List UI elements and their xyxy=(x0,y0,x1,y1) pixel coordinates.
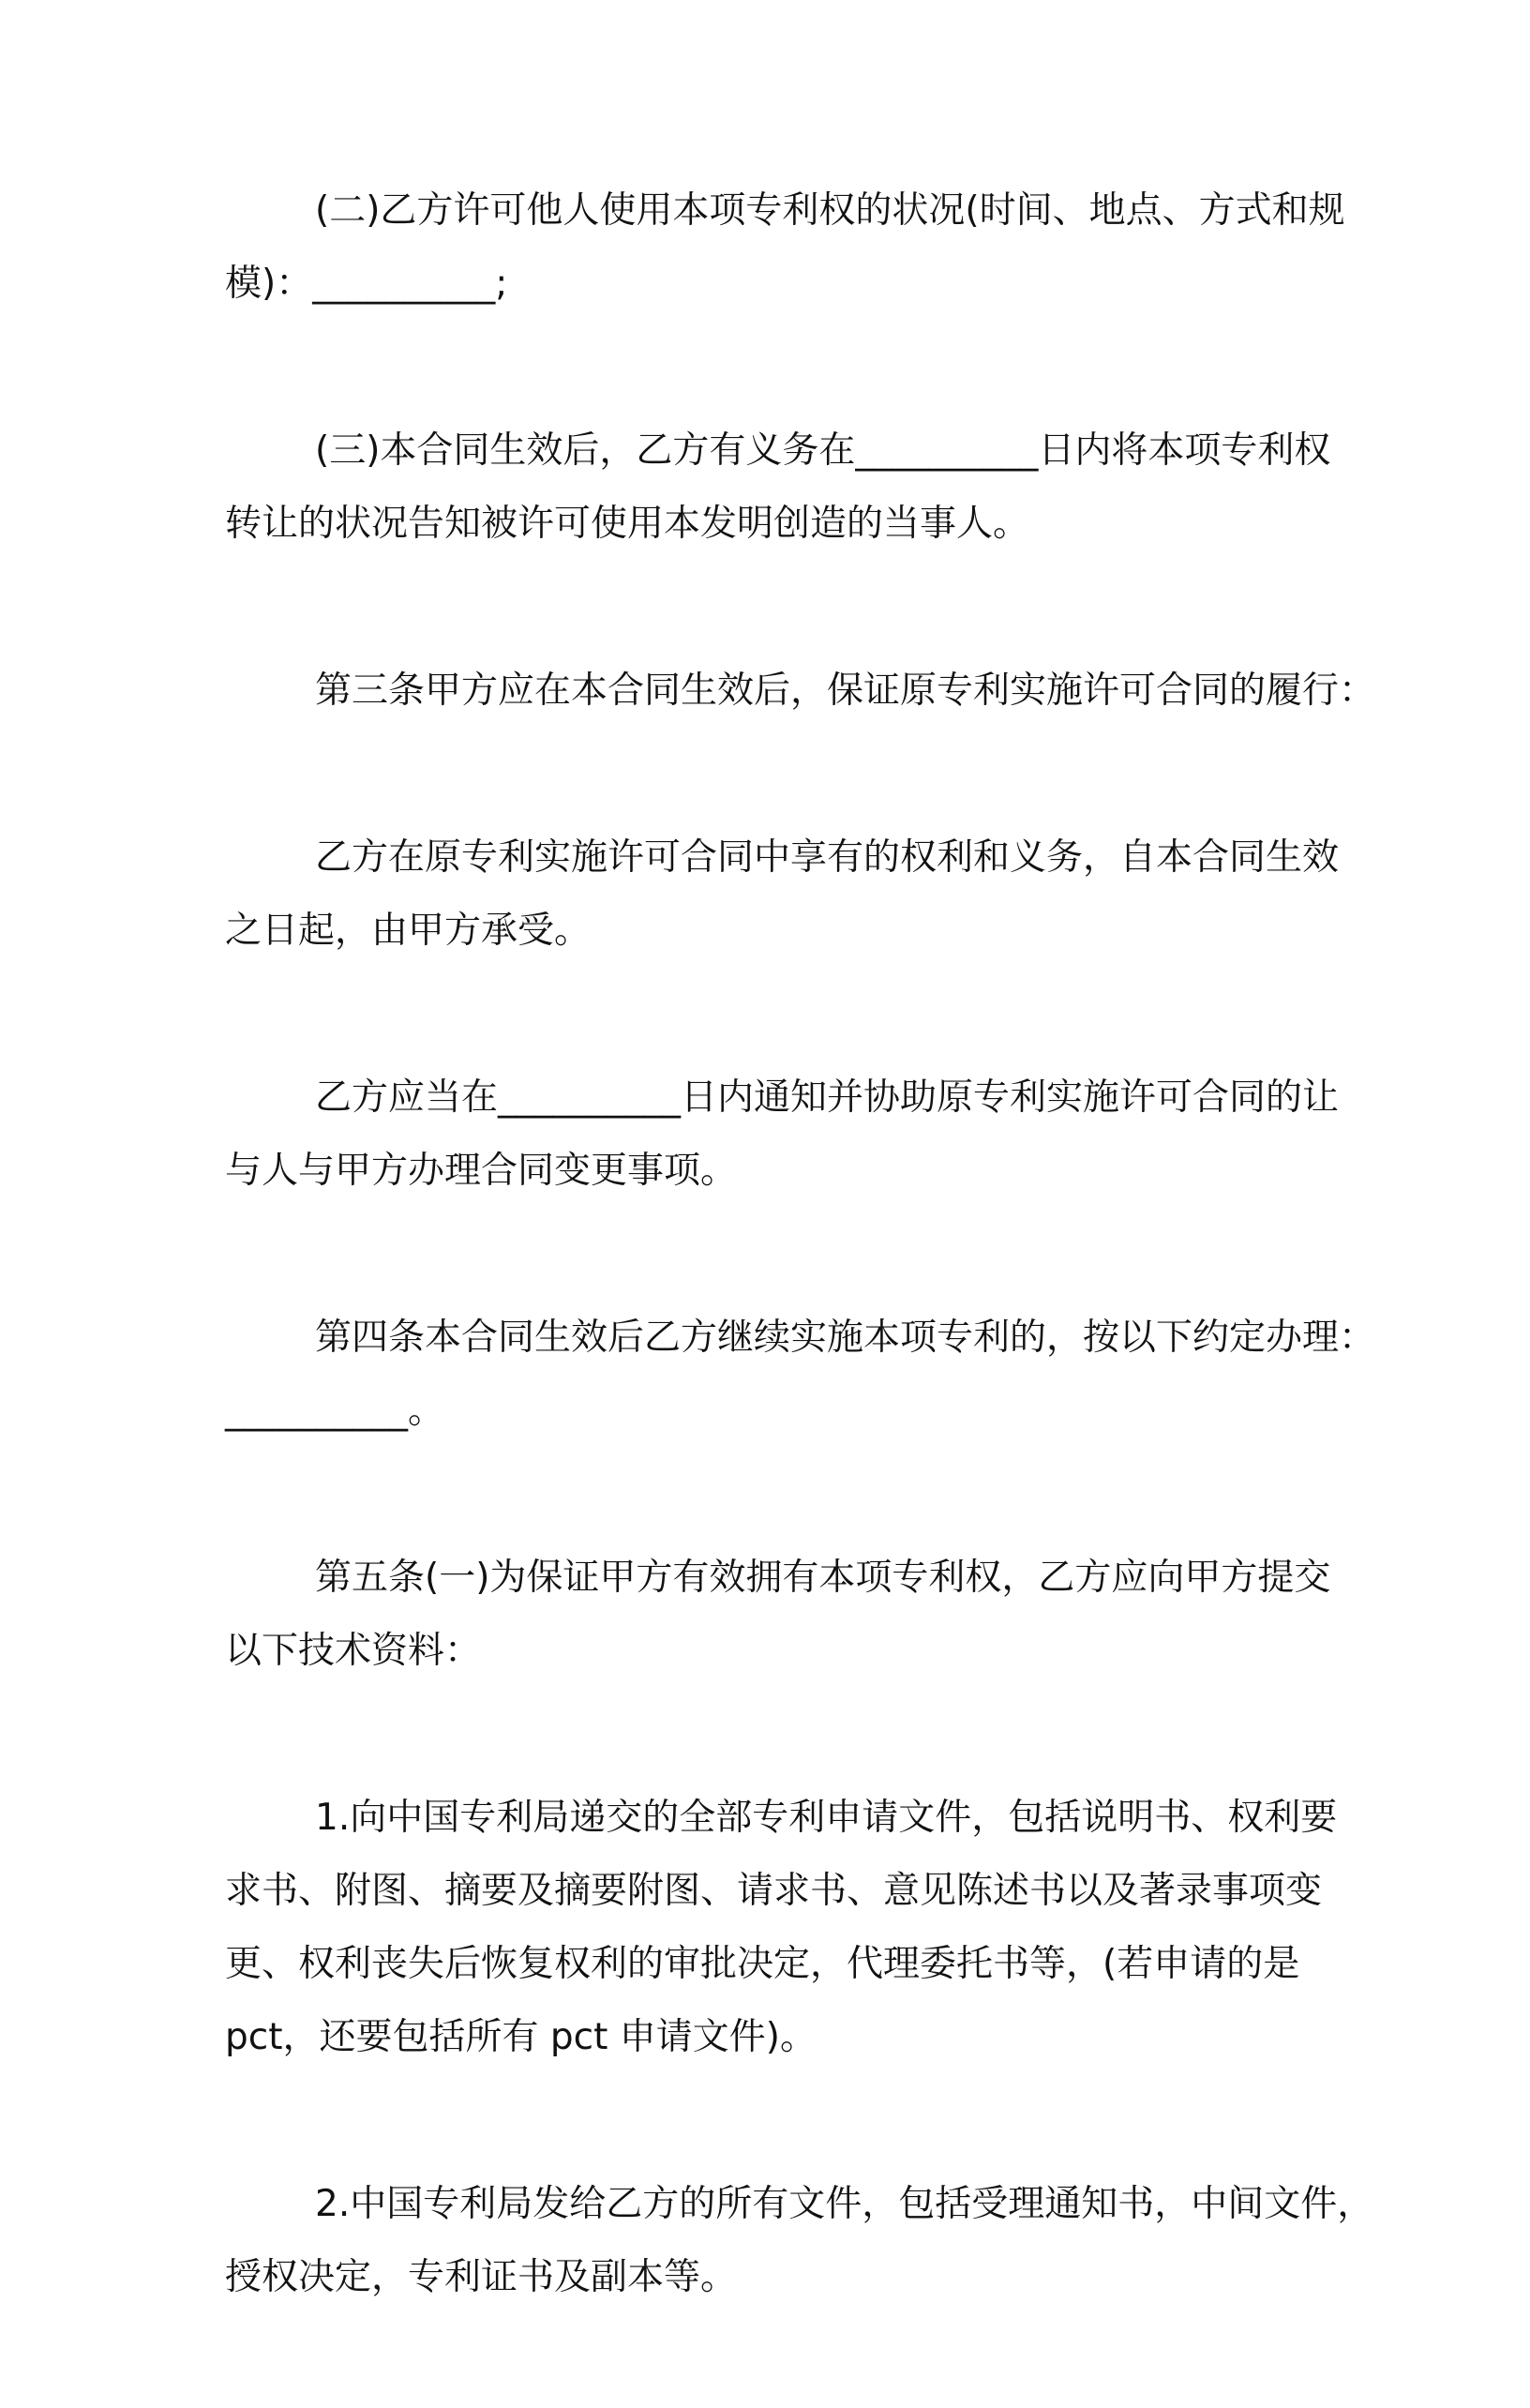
paragraph-article-4 xyxy=(225,1302,1376,1448)
paragraph-line: (二)乙方许可他人使用本项专利权的状况(时间、地点、方式和规 xyxy=(315,189,1345,232)
paragraph-line: 求书、附图、摘要及摘要附图、请求书、意见陈述书以及著录事项变 xyxy=(225,1870,1323,1912)
paragraph-item-2 xyxy=(225,2168,1374,2314)
paragraph-line: 模)：__________; xyxy=(225,263,508,305)
paragraph-line: 2.中国专利局发给乙方的所有文件，包括受理通知书，中间文件， xyxy=(315,2183,1374,2225)
paragraph-line: 乙方应当在__________日内通知并协助原专利实施许可合同的让 xyxy=(315,1076,1340,1119)
paragraph-contract-change xyxy=(225,1061,1340,1208)
paragraph-line: 之日起，由甲方承受。 xyxy=(225,910,592,952)
paragraph-notify-obligation xyxy=(225,414,1331,561)
paragraph-line: 乙方在原专利实施许可合同中享有的权利和义务，自本合同生效 xyxy=(315,836,1340,879)
paragraph-line: 第四条本合同生效后乙方继续实施本项专利的，按以下约定办理： xyxy=(315,1317,1376,1359)
paragraph-line: 以下技术资料： xyxy=(225,1630,482,1672)
paragraph-rights-transfer xyxy=(225,821,1340,968)
paragraph-line: 第五条(一)为保证甲方有效拥有本项专利权，乙方应向甲方提交 xyxy=(315,1557,1331,1599)
document-body xyxy=(225,174,1376,2408)
paragraph-line: __________。 xyxy=(225,1390,445,1432)
paragraph-line: 第三条甲方应在本合同生效后，保证原专利实施许可合同的履行： xyxy=(315,670,1376,712)
paragraph-line: (三)本合同生效后，乙方有义务在__________日内将本项专利权 xyxy=(315,429,1331,472)
paragraph-line: 授权决定，专利证书及副本等。 xyxy=(225,2256,738,2298)
paragraph-line: 转让的状况告知被许可使用本发明创造的当事人。 xyxy=(225,503,1030,545)
paragraph-license-status xyxy=(225,174,1345,321)
paragraph-line: 更、权利丧失后恢复权利的审批决定，代理委托书等，(若申请的是 xyxy=(225,1943,1300,1985)
paragraph-article-3 xyxy=(225,655,1376,728)
paragraph-line: pct，还要包括所有 pct 申请文件)。 xyxy=(225,2016,817,2058)
paragraph-line: 1.向中国专利局递交的全部专利申请文件，包括说明书、权利要 xyxy=(315,1797,1338,1839)
paragraph-article-5 xyxy=(225,1542,1331,1688)
paragraph-line: 与人与甲方办理合同变更事项。 xyxy=(225,1150,738,1192)
paragraph-item-1 xyxy=(225,1782,1338,2074)
